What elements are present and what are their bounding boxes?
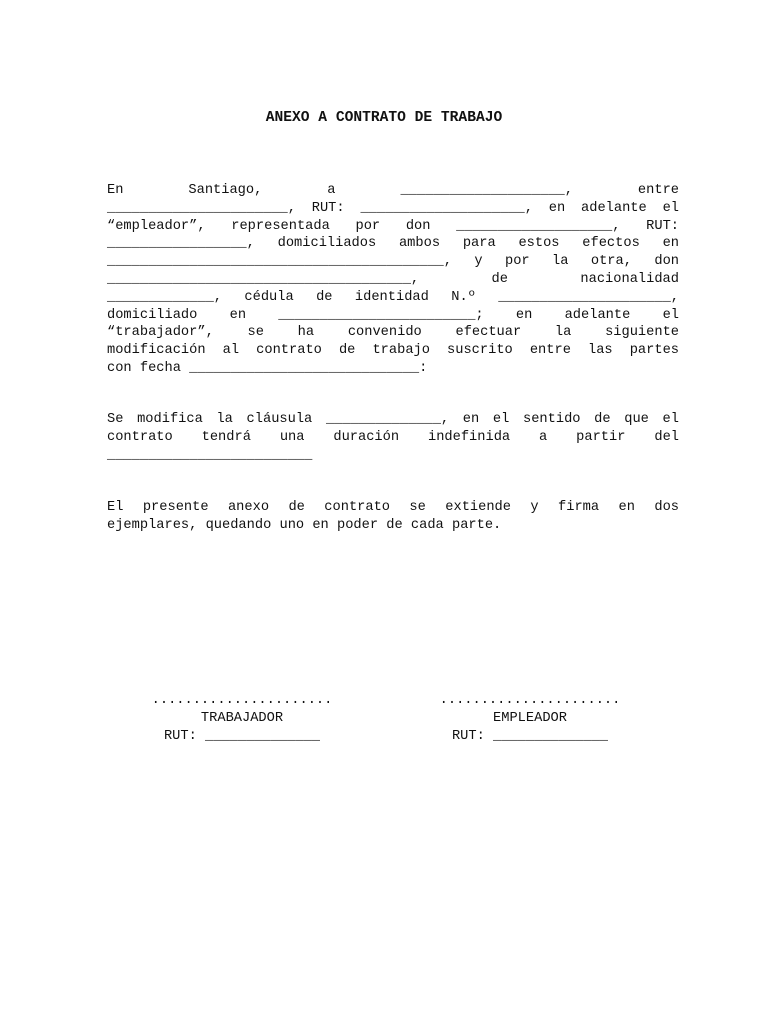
text-line: domiciliado en ________________________; en adelante el bbox=[107, 307, 679, 323]
signature-label: EMPLEADOR bbox=[493, 710, 567, 726]
text-line: con fecha ____________________________: bbox=[107, 360, 428, 376]
text-line: contrato tendrá una duración indefinida a partir del bbox=[107, 429, 679, 445]
text-line: El presente anexo de contrato se extiende y firma en dos bbox=[107, 500, 679, 515]
text-line: “trabajador”, se ha convenido efectuar la siguiente bbox=[107, 325, 679, 341]
text-line: “empleador”, representada por don ___________________, RUT: bbox=[107, 218, 679, 234]
signature-block-employer bbox=[420, 692, 640, 745]
signature-line: ...................... bbox=[151, 693, 333, 708]
text-line: ejemplares, quedando uno en poder de cada parte. bbox=[107, 517, 502, 533]
text-line: _________________________________________, y por la otra, don bbox=[107, 254, 679, 270]
text-line: modificación al contrato de trabajo suscrito entre las partes bbox=[107, 343, 679, 359]
paragraph-closing bbox=[107, 499, 679, 535]
document-title: ANEXO A CONTRATO DE TRABAJO bbox=[265, 110, 503, 126]
paragraph-parties bbox=[107, 182, 679, 378]
text-line: ______________________, RUT: ____________________, en adelante el bbox=[107, 200, 679, 216]
paragraph-modification bbox=[107, 411, 679, 464]
text-line: _____________________________________, de nacionalidad bbox=[107, 271, 679, 287]
signature-label: TRABAJADOR bbox=[200, 710, 284, 726]
signature-rut: RUT: ______________ bbox=[163, 728, 321, 744]
signature-rut: RUT: ______________ bbox=[451, 728, 609, 744]
text-line: En Santiago, a ____________________, entre bbox=[107, 183, 679, 198]
text-line: _____________, cédula de identidad N.º _____________________, bbox=[107, 289, 679, 305]
signature-block-worker bbox=[132, 692, 352, 745]
text-line: _________________________ bbox=[107, 447, 313, 463]
text-line: _________________, domiciliados ambos para estos efectos en bbox=[107, 236, 679, 252]
signature-line: ...................... bbox=[439, 693, 621, 708]
text-line: Se modifica la cláusula ______________, en el sentido de que el bbox=[107, 412, 679, 427]
